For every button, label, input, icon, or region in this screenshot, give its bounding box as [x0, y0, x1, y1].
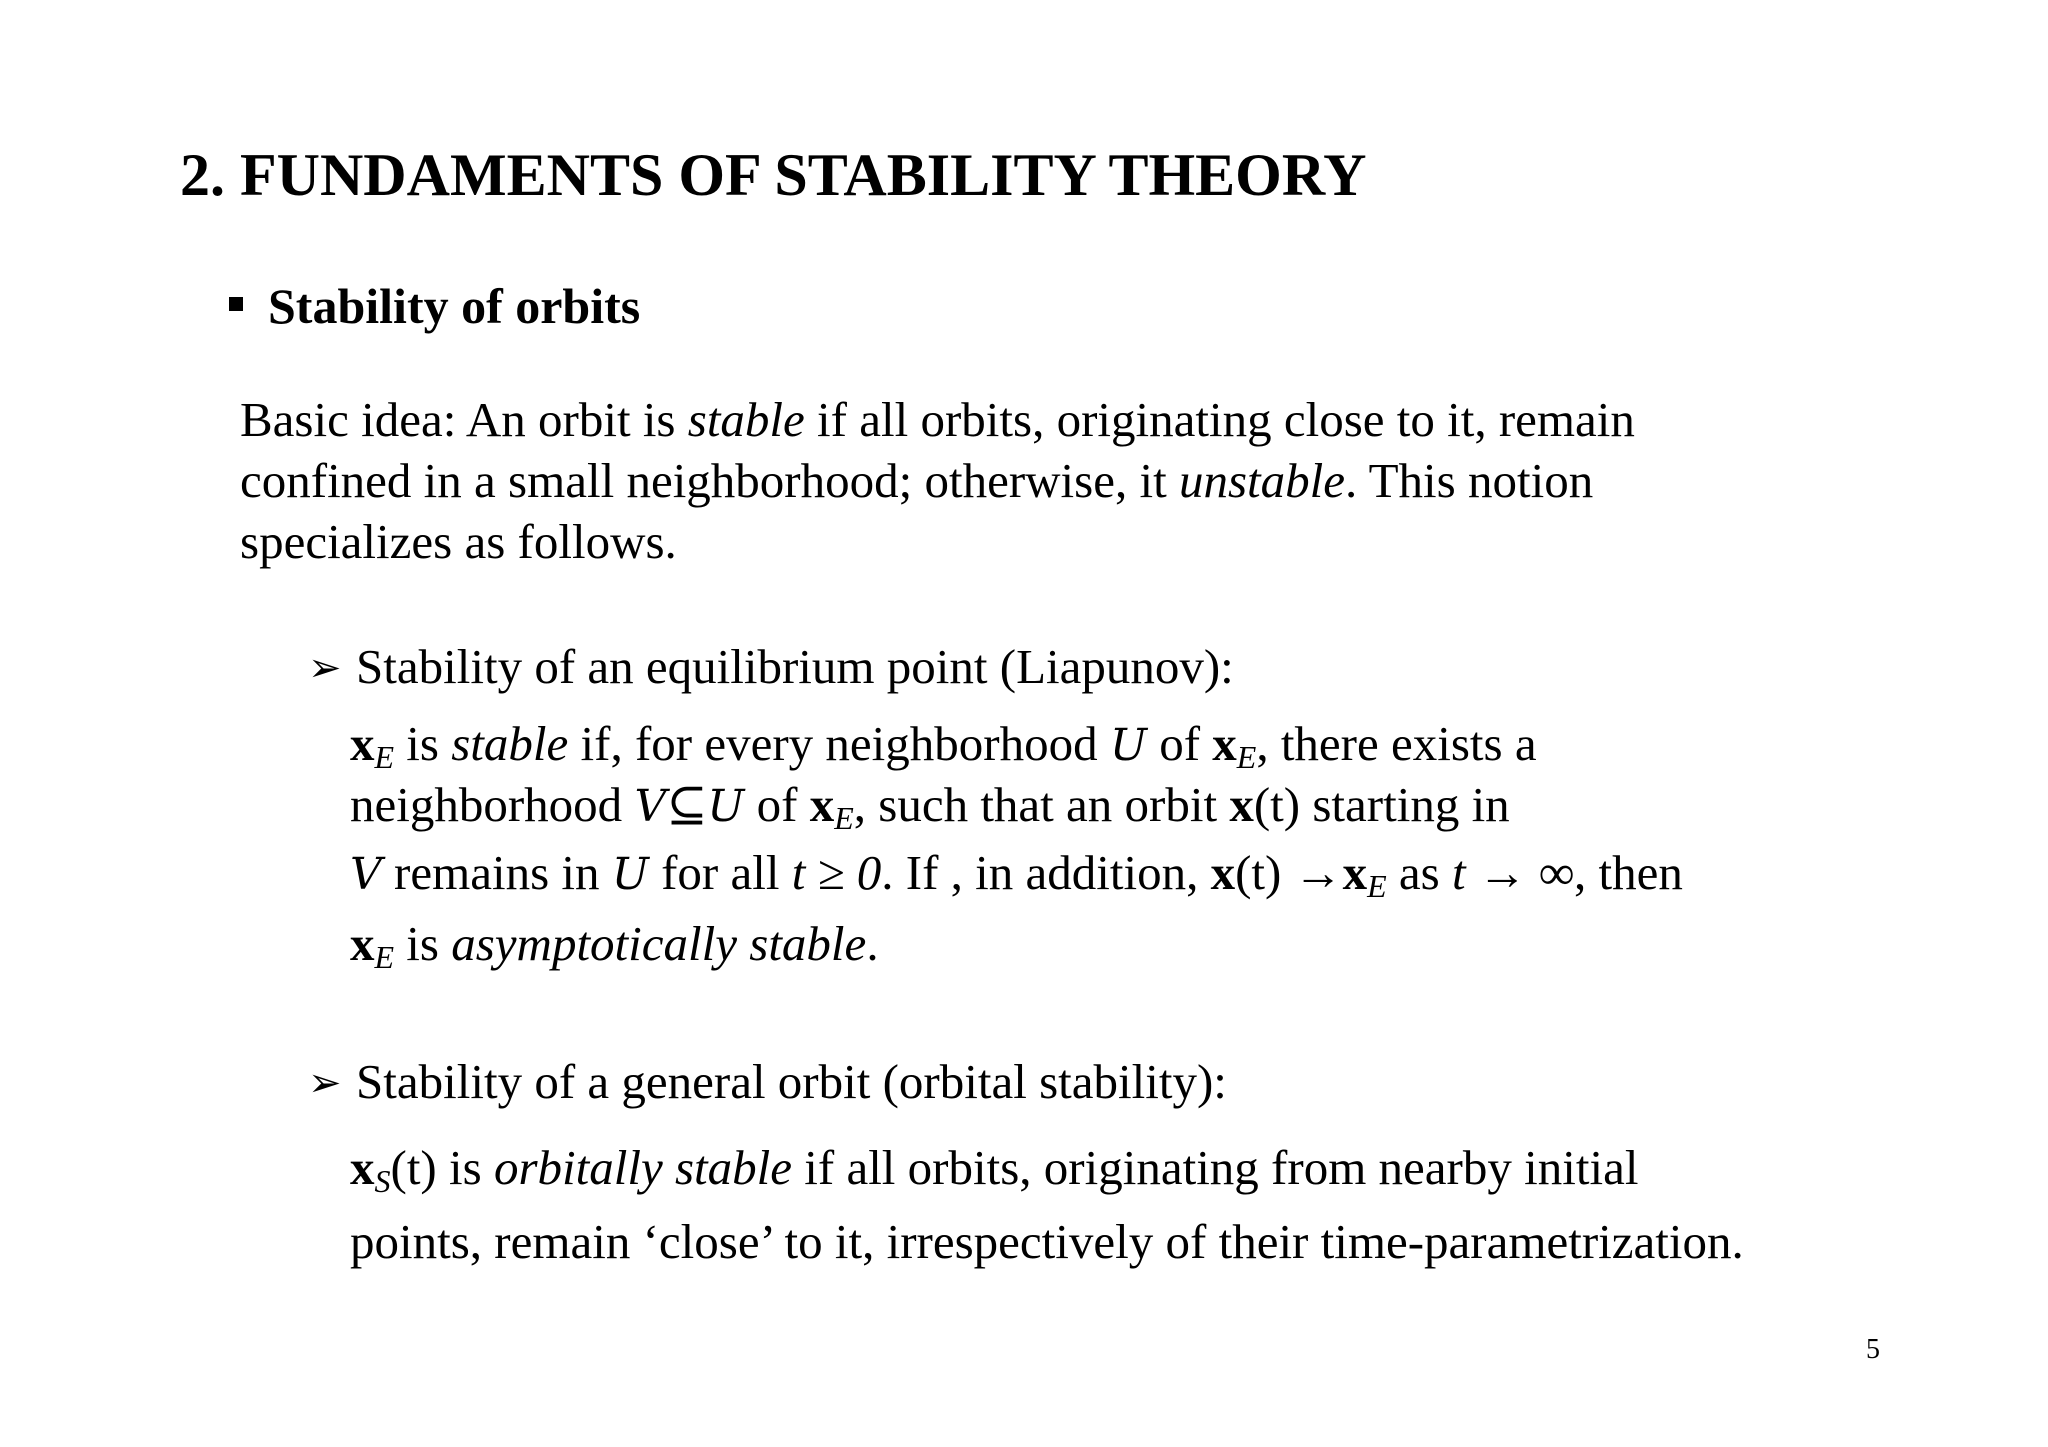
- orbital-stability-heading: ➢ Stability of a general orbit (orbital stability):: [308, 1052, 1227, 1113]
- intro-line-3: specializes as follows.: [240, 514, 677, 569]
- section-heading: Stability of orbits: [268, 278, 641, 334]
- equilibrium-def-line-3: V remains in U for all t ≥ 0. If , in addition, $x(t) \to x_E$ as t → ∞, then: [350, 845, 1683, 904]
- orbital-def-line-1: $x_S(t)$ is orbitally stable if all orbits, originating from nearby initial: [350, 1140, 1639, 1199]
- intro-line-2: confined in a small neighborhood; otherwise, it unstable. This notion: [240, 453, 1594, 508]
- square-bullet-icon: [229, 297, 243, 311]
- arrow-bullet-icon: ➢: [308, 1060, 342, 1106]
- orbital-def-line-2: points, remain ‘close’ to it, irrespectively of their time-parametrization.: [350, 1214, 1744, 1269]
- equilibrium-def-line-2: neighborhood V⊆U of $x_E$, such that an orbit x(t) starting in: [350, 777, 1510, 836]
- equilibrium-def-line-1: $x_E$ is stable if, for every neighborhood U of $x_E$, there exists a: [350, 716, 1537, 775]
- equilibrium-def-line-4: $x_E$ is asymptotically stable.: [350, 916, 879, 975]
- intro-line-1: Basic idea: An orbit is stable if all orbits, originating close to it, remain: [240, 392, 1635, 447]
- equilibrium-stability-heading: ➢ Stability of an equilibrium point (Liapunov):: [308, 637, 1234, 698]
- arrow-bullet-icon: ➢: [308, 645, 342, 691]
- page-number: 5: [1866, 1334, 1880, 1365]
- slide-title: 2. FUNDAMENTS OF STABILITY THEORY: [180, 142, 1367, 208]
